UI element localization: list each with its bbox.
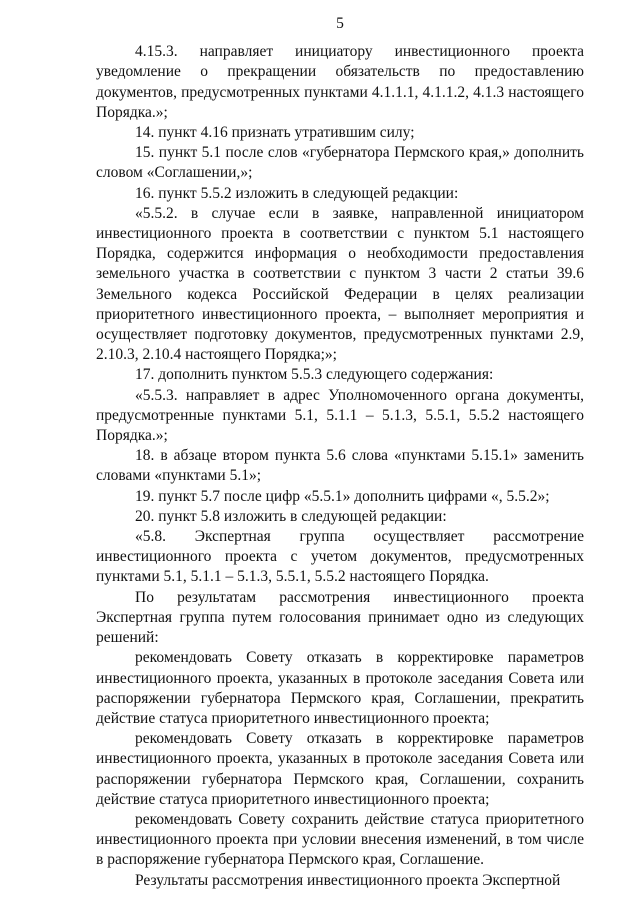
paragraph-5-8: «5.8. Экспертная группа осуществляет рассмотрение инвестиционного проекта с учетом документов, предусмотренных пунктами 5.1, 5.1.1 – 5.1.3, 5.5.1, 5.5.2 настоящего Порядка. (96, 528, 584, 586)
paragraph-19: 19. пункт 5.7 после цифр «5.5.1» дополнить цифрами «, 5.5.2»; (135, 487, 550, 505)
paragraph-18: 18. в абзаце втором пункта 5.6 слова «пунктами 5.15.1» заменить словами «пунктами 5.1»; (96, 447, 584, 485)
paragraph-20: 20. пункт 5.8 изложить в следующей редакции: (135, 507, 447, 525)
page-number: 5 (336, 15, 344, 32)
paragraph-15: 15. пункт 5.1 после слов «губернатора Пермского края,» дополнить словом «Соглашении,»; (96, 144, 584, 182)
paragraph-16: 16. пункт 5.5.2 изложить в следующей редакции: (135, 184, 459, 202)
paragraph-4-15-3: 4.15.3. направляет инициатору инвестиционного проекта уведомление о прекращении обязательств по предоставлению документов, предусмотренных пунктами 4.1.1.1, 4.1.1.2, 4.1.3 настоящего Порядка.»; (96, 43, 584, 121)
paragraph-results-intro: По результатам рассмотрения инвестиционного проекта Экспертная группа путем голосования принимает одно из следующих решений: (96, 588, 584, 647)
document-page (96, 14, 584, 891)
paragraph-14: 14. пункт 4.16 признать утратившим силу; (135, 124, 415, 142)
paragraph-option-3: рекомендовать Совету сохранить действие статуса приоритетного инвестиционного проекта при условии внесения изменений, в том числе в распоряжение губернатора Пермского края, Соглашение. (96, 810, 584, 869)
paragraph-results-continued: Результаты рассмотрения инвестиционного проекта Экспертной (135, 871, 561, 889)
paragraph-5-5-3: «5.5.3. направляет в адрес Уполномоченного органа документы, предусмотренные пунктами 5.1, 5.1.1 – 5.1.3, 5.5.1, 5.5.2 настоящего Порядка.»; (96, 386, 584, 445)
paragraph-17: 17. дополнить пунктом 5.5.3 следующего содержания: (135, 366, 494, 384)
paragraph-5-5-2: «5.5.2. в случае если в заявке, направленной инициатором инвестиционного проекта в соответствии с пунктом 5.1 настоящего Порядка, содержится информация о необходимости предоставления земельного участка в соответствии с пунктом 3 части 2 статьи 39.6 Земельного кодекса Российской Федерации в целях реализации приоритетного инвестиционного проекта, – выполняет мероприятия и осуществляет подготовку документов, предусмотренных пунктами 2.9, 2.10.3, 2.10.4 настоящего Порядка;»; (96, 204, 584, 364)
paragraph-option-2: рекомендовать Совету отказать в корректировке параметров инвестиционного проекта, указанных в протоколе заседания Совета или распоряжении губернатора Пермского края, Соглашении, сохранить действие статуса приоритетного инвестиционного проекта; (96, 730, 584, 808)
paragraph-option-1: рекомендовать Совету отказать в корректировке параметров инвестиционного проекта, указанных в протоколе заседания Совета или распоряжении губернатора Пермского края, Соглашении, прекратить действие статуса приоритетного инвестиционного проекта; (96, 649, 584, 727)
